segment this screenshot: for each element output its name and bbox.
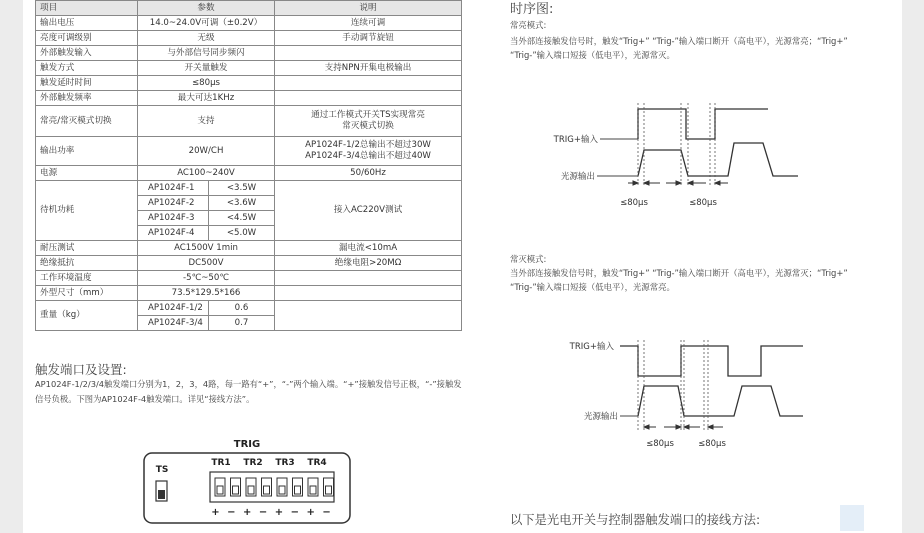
table-cell: 支持NPN开集电极输出 (275, 61, 462, 76)
table-cell: 通过工作模式开关TS实现常亮 常灭模式切换 (275, 106, 462, 137)
table-cell: 常亮/常灭模式切换 (36, 106, 138, 137)
delay-label-2: ≤80μs (698, 439, 726, 449)
always-on-title: 常亮模式: (510, 20, 547, 30)
table-cell (275, 91, 462, 106)
terminal-slot (264, 486, 270, 494)
table-cell: 0.7 (209, 316, 275, 331)
trig-input-label: TRIG+输入 (569, 342, 614, 352)
always-off-desc: 当外部连接触发信号时，触发“Trig+” “Trig-”输入端口断开（高电平），光源常灭；“Trig+” “Trig-”输入端口短接（低电平），光源常亮。 (510, 268, 848, 292)
table-cell: <4.5W (209, 211, 275, 226)
spec-table (35, 0, 462, 331)
table-cell: AP1024F-1 (138, 181, 209, 196)
table-row (36, 91, 462, 106)
table-row (36, 61, 462, 76)
table-row (36, 16, 462, 31)
table-cell: -5℃~50℃ (138, 271, 275, 286)
wiring-section-title: 以下是光电开关与控制器触发端口的接线方法: (510, 513, 761, 527)
always-on-desc: 当外部连接触发信号时，触发“Trig+” “Trig-”输入端口断开（高电平），光源常亮；“Trig+” “Trig-”输入端口短接（低电平），光源常灭。 (510, 36, 848, 60)
table-cell: ≤80μs (138, 76, 275, 91)
table-row (36, 181, 462, 196)
table-row (36, 286, 462, 301)
table-cell: AP1024F-4 (138, 226, 209, 241)
table-cell: <3.6W (209, 196, 275, 211)
table-header-cell: 参数 (138, 1, 275, 16)
table-cell: 绝缘抵抗 (36, 256, 138, 271)
port-label-tr3: TR3 (275, 458, 295, 468)
table-cell: 最大可达1KHz (138, 91, 275, 106)
table-cell: 0.6 (209, 301, 275, 316)
table-row (36, 301, 462, 316)
table-cell (275, 46, 462, 61)
table-cell: <3.5W (209, 181, 275, 196)
port-label-tr2: TR2 (243, 458, 263, 468)
table-cell: AP1024F-1/2总输出不超过30W AP1024F-3/4总输出不超过40W (275, 137, 462, 166)
trig-input-label: TRIG+输入 (553, 135, 598, 145)
light-output-label: 光源输出 (560, 172, 595, 182)
panel-title: TRIG (233, 439, 261, 450)
table-cell: 20W/CH (138, 137, 275, 166)
table-row (36, 256, 462, 271)
table-cell: 外部触发输入 (36, 46, 138, 61)
table-cell (275, 271, 462, 286)
table-cell: <5.0W (209, 226, 275, 241)
table-cell: DC500V (138, 256, 275, 271)
table-cell: 73.5*129.5*166 (138, 286, 275, 301)
table-cell: 输出功率 (36, 137, 138, 166)
timing-diagram-always-on (538, 95, 808, 210)
timing-diagram-always-off (538, 330, 838, 455)
terminal-slot (248, 486, 254, 494)
table-cell: 开关量触发 (138, 61, 275, 76)
table-cell: 输出电压 (36, 16, 138, 31)
terminal-slot (217, 486, 223, 494)
table-cell (275, 301, 462, 331)
terminal-slot (326, 486, 332, 494)
table-cell: 亮度可调级别 (36, 31, 138, 46)
terminal-slot (310, 486, 316, 494)
delay-label-1: ≤80μs (620, 198, 648, 208)
polarity-labels: + − + − + − + − (211, 507, 333, 518)
table-cell: 14.0~24.0V可调（±0.2V） (138, 16, 275, 31)
table-cell: 耐压测试 (36, 241, 138, 256)
table-row (36, 106, 462, 137)
table-row (36, 137, 462, 166)
delay-label-1: ≤80μs (646, 439, 674, 449)
table-cell: 漏电流<10mA (275, 241, 462, 256)
table-cell: AP1024F-3 (138, 211, 209, 226)
table-cell (275, 286, 462, 301)
table-cell: 接入AC220V测试 (275, 181, 462, 241)
table-cell: 50/60Hz (275, 166, 462, 181)
table-cell: AP1024F-2 (138, 196, 209, 211)
table-cell: 绝缘电阻>20MΩ (275, 256, 462, 271)
terminal-screws[interactable] (215, 478, 334, 496)
trig-waveform (620, 346, 803, 376)
trig-waveform (638, 109, 768, 139)
table-cell: 触发延时时间 (36, 76, 138, 91)
trigger-section-paragraph: AP1024F-1/2/3/4触发端口分别为1，2，3，4路，每一路有“+”，“-”两个输入端。“+”接触发信号正极，“-”接触发信号负极。下图为AP1024F-4触发端口。详见“接线方法”。 (35, 379, 462, 404)
table-cell: 外型尺寸（mm） (36, 286, 138, 301)
table-cell: 手动调节旋钮 (275, 31, 462, 46)
table-cell: 触发方式 (36, 61, 138, 76)
table-row (36, 241, 462, 256)
ts-switch-icon[interactable] (156, 481, 167, 501)
table-cell: 与外部信号同步频闪 (138, 46, 275, 61)
table-cell: 连续可调 (275, 16, 462, 31)
ts-label: TS (155, 465, 169, 475)
table-row (36, 76, 462, 91)
table-row (36, 166, 462, 181)
table-cell: 工作环境温度 (36, 271, 138, 286)
table-cell: 支持 (138, 106, 275, 137)
light-output-label: 光源输出 (583, 412, 618, 422)
terminal-slot (279, 486, 285, 494)
corner-tab[interactable] (840, 505, 864, 531)
table-cell (275, 76, 462, 91)
table-header-cell: 项目 (36, 1, 138, 16)
table-header-cell: 说明 (275, 1, 462, 16)
trigger-section-title: 触发端口及设置: (35, 362, 127, 377)
table-cell: AC1500V 1min (138, 241, 275, 256)
terminal-slot (233, 486, 239, 494)
table-cell: AP1024F-1/2 (138, 301, 209, 316)
delay-label-2: ≤80μs (689, 198, 717, 208)
port-label-tr4: TR4 (307, 458, 327, 468)
table-row (36, 46, 462, 61)
terminal-slot (295, 486, 301, 494)
trig-port-panel (138, 435, 358, 527)
table-cell: 重量（kg） (36, 301, 138, 331)
light-waveform (638, 143, 798, 176)
document-page (23, 0, 902, 533)
light-waveform (638, 386, 803, 416)
table-cell: 无级 (138, 31, 275, 46)
table-cell: AC100~240V (138, 166, 275, 181)
table-row (36, 271, 462, 286)
port-label-tr1: TR1 (211, 458, 231, 468)
table-cell: 电源 (36, 166, 138, 181)
table-row (36, 31, 462, 46)
table-cell: AP1024F-3/4 (138, 316, 209, 331)
timing-title: 时序图: (510, 2, 554, 17)
table-cell: 待机功耗 (36, 181, 138, 241)
table-cell: 外部触发频率 (36, 91, 138, 106)
table-header-row (36, 1, 462, 16)
always-off-title: 常灭模式: (510, 254, 547, 264)
